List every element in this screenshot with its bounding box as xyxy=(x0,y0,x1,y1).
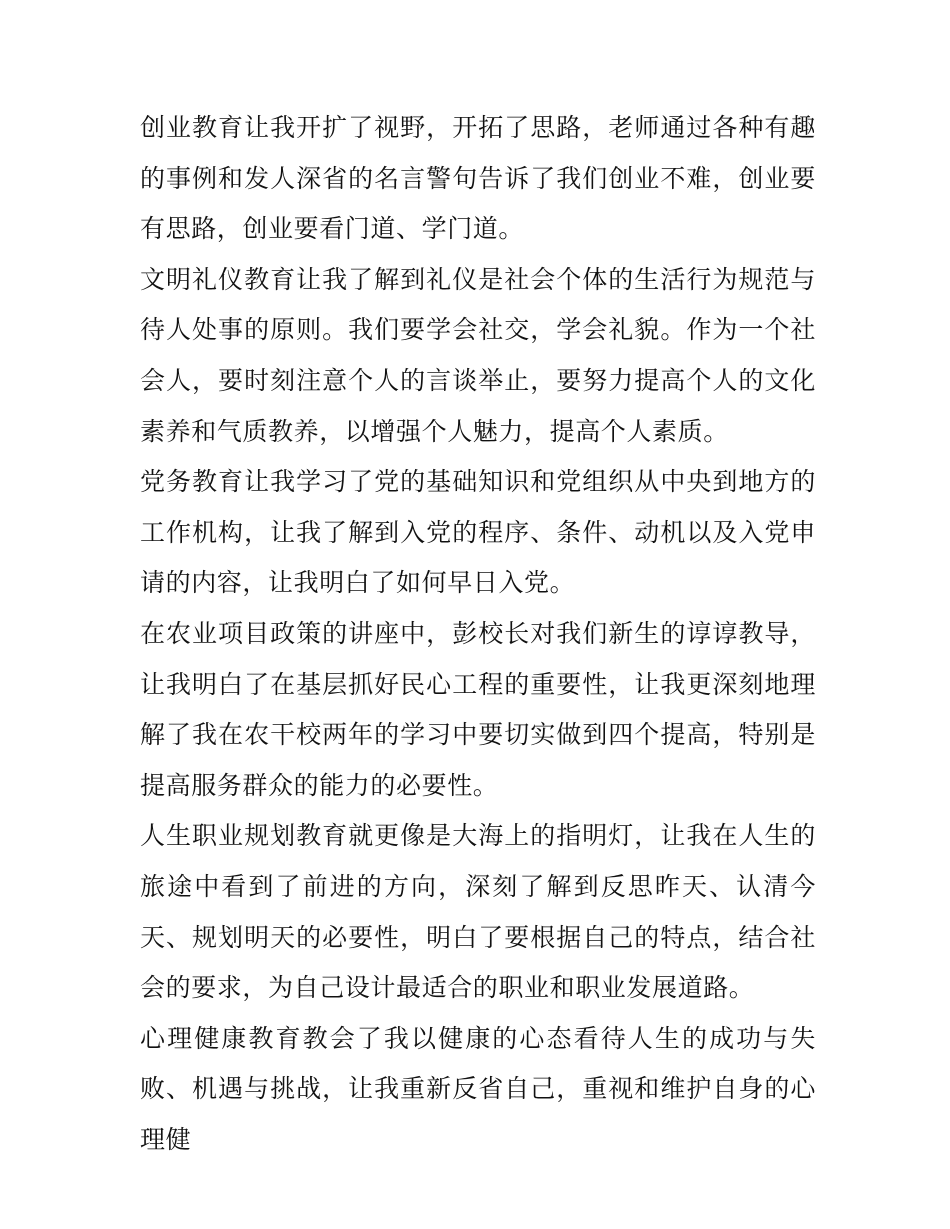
paragraph-party-affairs: 党务教育让我学习了党的基础知识和党组织从中央到地方的工作机构，让我了解到入党的程序、条件、动机以及入党申请的内容，让我明白了如何早日入党。 xyxy=(140,467,816,598)
paragraph-agriculture-policy: 在农业项目政策的讲座中，彭校长对我们新生的谆谆教导，让我明白了在基层抓好民心工程的重要性，让我更深刻地理解了我在农干校两年的学习中要切实做到四个提高，特别是提高服务群众的能力的必要性。 xyxy=(140,618,816,800)
paragraph-entrepreneurship: 创业教育让我开扩了视野，开拓了思路，老师通过各种有趣的事例和发人深省的名言警句告诉了我们创业不难，创业要有思路，创业要看门道、学门道。 xyxy=(140,113,816,244)
paragraph-etiquette: 文明礼仪教育让我了解到礼仪是社会个体的生活行为规范与待人处事的原则。我们要学会社交，学会礼貌。作为一个社会人，要时刻注意个人的言谈举止，要努力提高个人的文化素养和气质教养，以增强个人魅力，提高个人素质。 xyxy=(140,264,816,446)
document-body xyxy=(140,103,816,1165)
paragraph-career-planning: 人生职业规划教育就更像是大海上的指明灯，让我在人生的旅途中看到了前进的方向，深刻了解到反思昨天、认清今天、规划明天的必要性，明白了要根据自己的特点，结合社会的要求，为自己设计最适合的职业和职业发展道路。 xyxy=(140,821,816,1003)
paragraph-mental-health: 心理健康教育教会了我以健康的心态看待人生的成功与失败、机遇与挑战，让我重新反省自己，重视和维护自身的心理健 xyxy=(140,1023,816,1154)
